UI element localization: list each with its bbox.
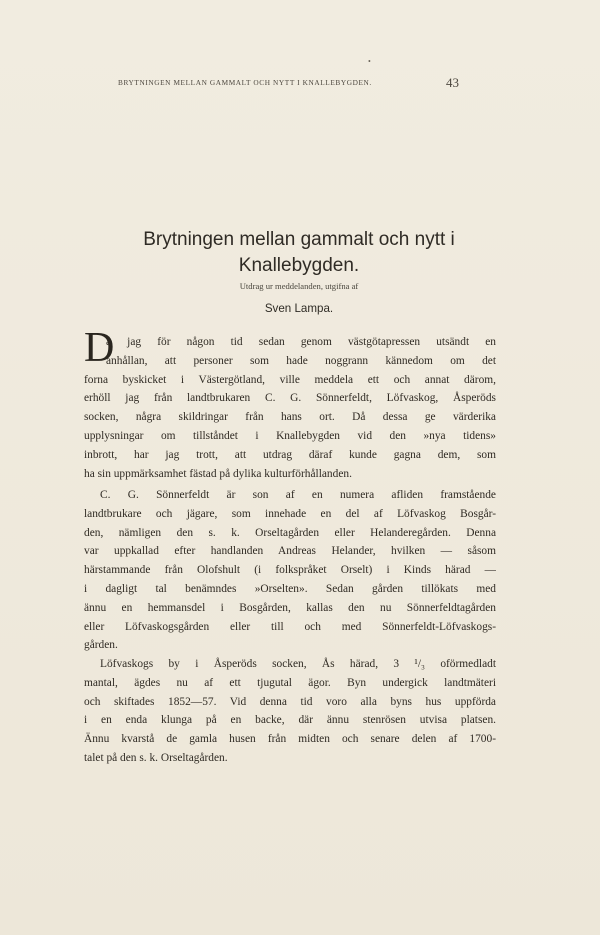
text-line: den, nämligen den s. k. Orseltagården eller Helanderegården. Denna — [84, 526, 496, 539]
text-line: Löfvaskogs by i Åsperöds socken, Ås härad, 3 ¹/₃ oförmedladt — [100, 658, 496, 670]
text-line: landtbrukare och jägare, som innehade en del af Löfvaskog Bosgår- — [84, 507, 496, 520]
article-title — [98, 227, 500, 279]
paragraph-3 — [84, 655, 496, 768]
running-head: BRYTNINGEN MELLAN GAMMALT OCH NYTT I KNALLEBYGDEN. — [118, 78, 372, 87]
page-number: 43 — [446, 75, 459, 90]
text-line: i en enda klunga på en backe, där ännu stenrösen utvisa platsen. — [84, 714, 496, 727]
drop-cap: D — [84, 325, 115, 371]
text-line: och skiftades 1852—57. Vid denna tid voro alla byns hus uppförda — [84, 695, 496, 708]
article-author: Sven Lampa. — [264, 302, 334, 315]
text-line: forna byskicket i Västergötland, ville meddela ett och annat därom, — [84, 373, 496, 386]
paragraph-1 — [84, 333, 496, 483]
text-line: i dagligt tal benämndes »Orselten». Sedan gården tillökats med — [84, 582, 496, 595]
text-line: inbrott, har jag trott, att utdrag däraf kunde gagna dem, som — [84, 448, 496, 461]
text-line: ha sin uppmärksamhet fästad på dylika kulturförhållanden. — [84, 467, 352, 480]
text-line: erhöll jag från landtbrukaren C. G. Sönnerfeldt, Löfvaskog, Åsperöds — [84, 392, 496, 405]
text-line: talet på den s. k. Orseltagården. — [84, 751, 228, 764]
text-line: gården. — [84, 639, 118, 652]
text-line: eller Löfvaskogsgården eller till och med Sönnerfeldt-Löfvaskogs- — [84, 620, 496, 633]
text-line: upplysningar om tillståndet i Knallebygden vid den »nya tidens» — [84, 429, 496, 442]
text-line: ännu en hemmansdel i Bosgården, kallas den nu Sönnerfeldtagården — [84, 601, 496, 614]
title-line-1: Brytningen mellan gammalt och nytt i — [143, 229, 455, 250]
title-line-2: Knallebygden. — [238, 255, 360, 276]
text-line: härstammande från Olofshult (i folkspråket Orselt) i Kinds härad — — [84, 564, 496, 577]
text-line: å jag för någon tid sedan genom västgötapressen utsändt en — [106, 336, 496, 348]
text-line: var uppkallad efter handlanden Andreas Helander, hvilken — såsom — [84, 545, 496, 558]
text-line: socken, några skildringar från hans ort. Då dessa ge värderika — [84, 411, 496, 424]
text-line: C. G. Sönnerfeldt är son af en numera afliden framstående — [100, 489, 496, 501]
text-line: anhållan, att personer som hade noggrann kännedom om det — [106, 354, 496, 367]
text-line: Ännu kvarstå de gamla husen från midten och senare delen af 1700- — [84, 733, 496, 746]
printers-dot: • — [368, 57, 371, 66]
paragraph-2 — [84, 486, 496, 655]
article-subtitle: Utdrag ur meddelanden, utgifna af — [239, 281, 359, 291]
text-line: mantal, ägdes nu af ett tjugutal ägor. Byn undergick landtmäteri — [84, 676, 496, 689]
